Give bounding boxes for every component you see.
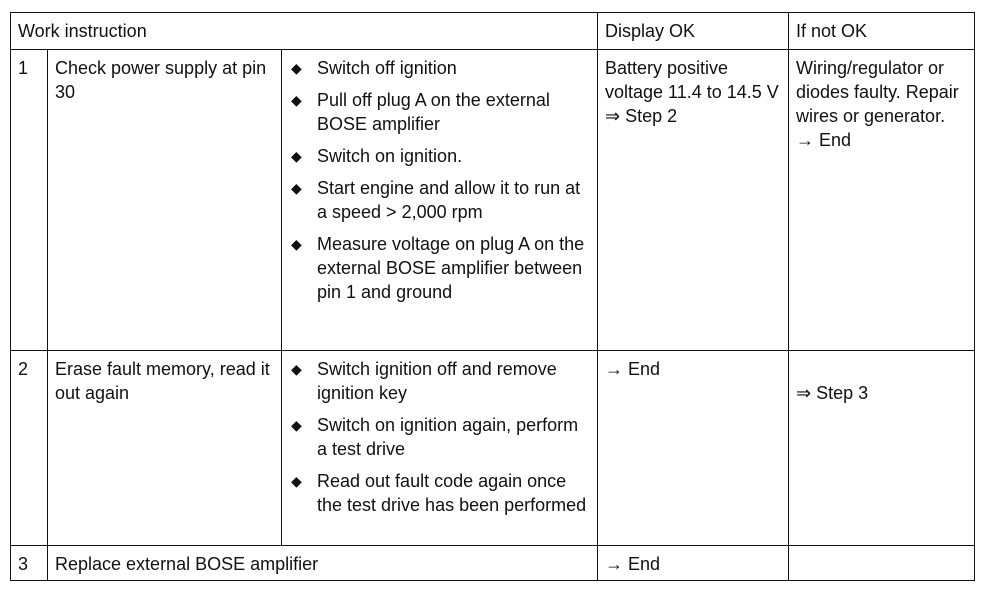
diamond-bullet-icon: ◆ (291, 60, 302, 76)
header-display-ok: Display OK (598, 13, 789, 50)
row-number: 3 (11, 546, 48, 581)
task-text: Replace external BOSE amplifier (48, 546, 598, 581)
table-row (11, 546, 975, 581)
diamond-bullet-icon: ◆ (291, 417, 302, 433)
step-text: Switch on ignition. (317, 146, 463, 166)
list-item (289, 413, 590, 461)
header-work-instruction: Work instruction (11, 13, 598, 50)
list-item (289, 469, 590, 517)
if-not-ok-text: Wiring/regulator or diodes faulty. Repair wires or generator. → End (789, 50, 975, 351)
display-ok-text: → End (598, 546, 789, 581)
steps-list (289, 357, 590, 517)
step-text: Switch on ignition again, perform a test drive (317, 415, 579, 459)
diamond-bullet-icon: ◆ (291, 148, 302, 164)
diamond-bullet-icon: ◆ (291, 180, 302, 196)
diamond-bullet-icon: ◆ (291, 92, 302, 108)
row-number: 1 (11, 50, 48, 351)
list-item (289, 56, 590, 80)
table-row (11, 351, 975, 546)
step-text: Start engine and allow it to run at a speed > 2,000 rpm (317, 178, 581, 222)
list-item (289, 357, 590, 405)
task-text: Erase fault memory, read it out again (48, 351, 282, 546)
table-row (11, 50, 975, 351)
if-not-ok-text (789, 546, 975, 581)
list-item (289, 232, 590, 304)
header-row (11, 13, 975, 50)
if-not-ok-value: ⇒ Step 3 (796, 383, 869, 403)
step-text: Read out fault code again once the test drive has been performed (317, 471, 587, 515)
steps-list (289, 56, 590, 304)
display-ok-text: Battery positive voltage 11.4 to 14.5 V ⇒ Step 2 (598, 50, 789, 351)
step-text: Switch ignition off and remove ignition key (317, 359, 557, 403)
list-item (289, 176, 590, 224)
diamond-bullet-icon: ◆ (291, 236, 302, 252)
steps-cell (282, 50, 598, 351)
diamond-bullet-icon: ◆ (291, 473, 302, 489)
step-text: Pull off plug A on the external BOSE amplifier (317, 90, 550, 134)
step-text: Measure voltage on plug A on the external BOSE amplifier between pin 1 and ground (317, 234, 585, 302)
work-instruction-table (10, 12, 975, 581)
display-ok-text: → End (598, 351, 789, 546)
diamond-bullet-icon: ◆ (291, 361, 302, 377)
steps-cell (282, 351, 598, 546)
step-text: Switch off ignition (317, 58, 457, 78)
list-item (289, 144, 590, 168)
header-if-not-ok: If not OK (789, 13, 975, 50)
if-not-ok-text (789, 351, 975, 546)
task-text: Check power supply at pin 30 (48, 50, 282, 351)
list-item (289, 88, 590, 136)
row-number: 2 (11, 351, 48, 546)
